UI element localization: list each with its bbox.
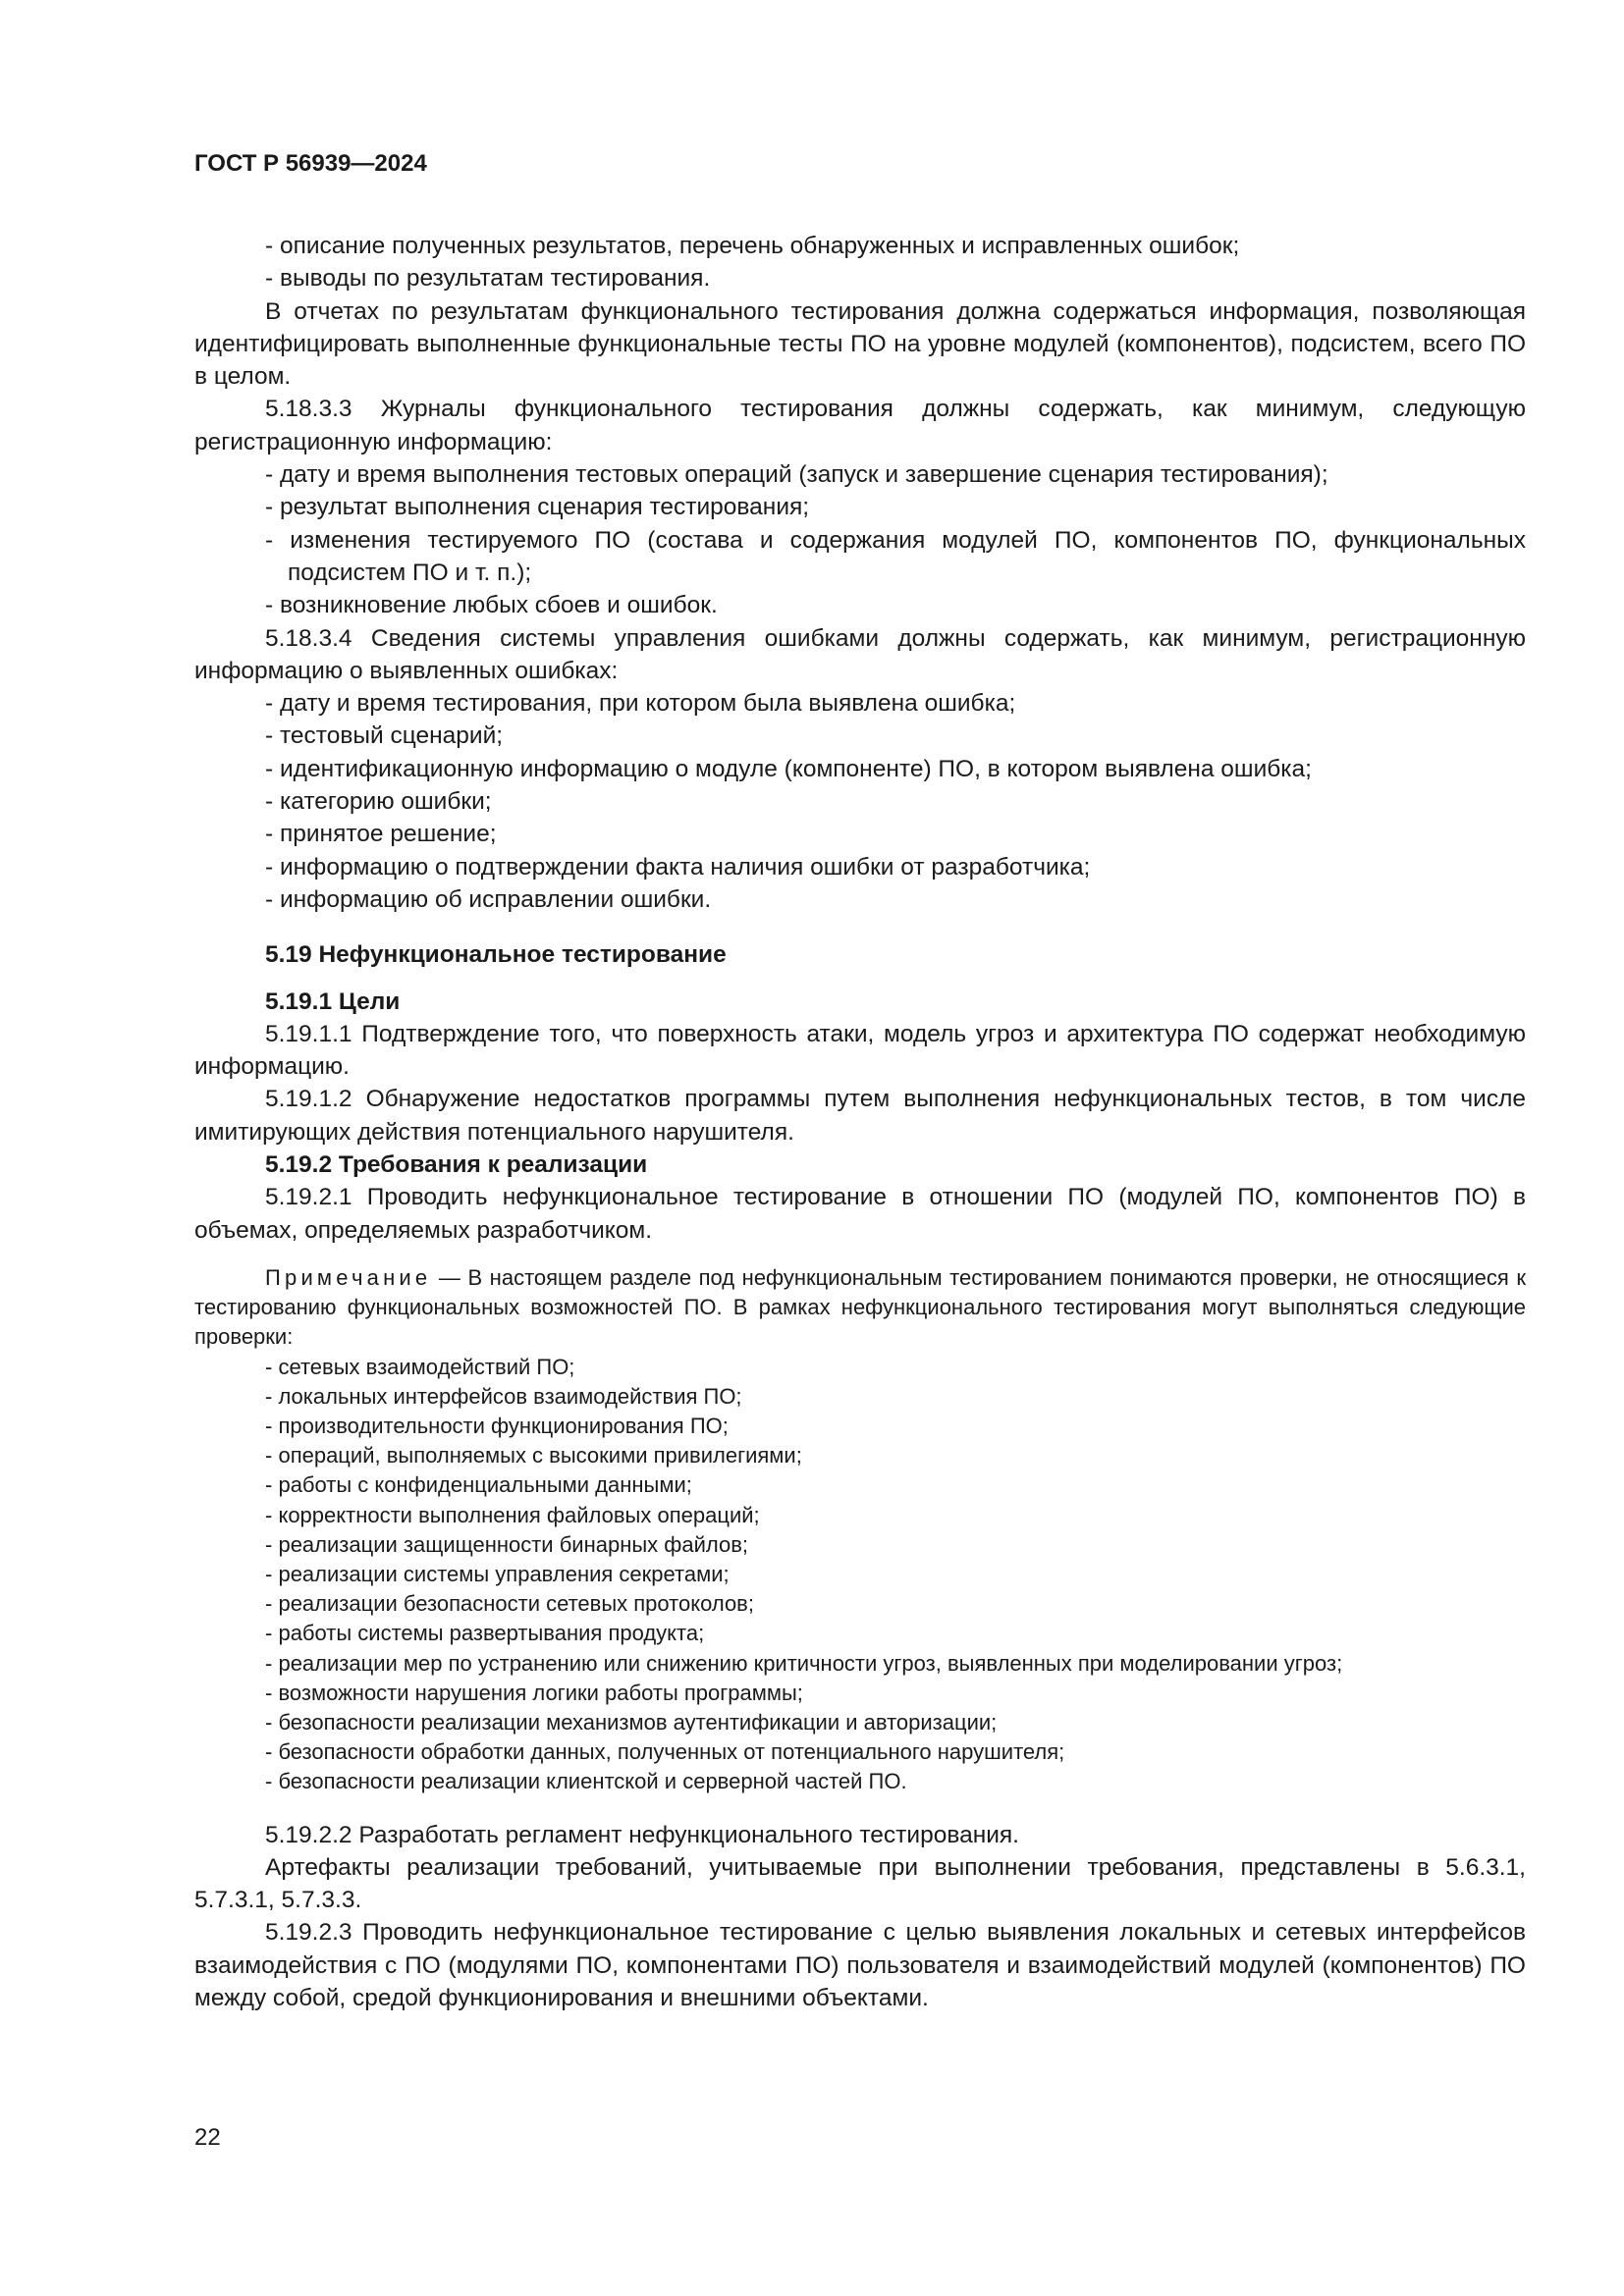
note-list-item: - реализации системы управления секретами; [194, 1560, 1526, 1589]
list-item: - описание полученных результатов, перечень обнаруженных и исправленных ошибок; [194, 230, 1526, 262]
list-item: - дату и время тестирования, при котором была выявлена ошибка; [194, 687, 1526, 720]
note-list-item: - реализации безопасности сетевых протоколов; [194, 1589, 1526, 1619]
list-item: - тестовый сценарий; [194, 720, 1526, 752]
list-item: - выводы по результатам тестирования. [194, 262, 1526, 294]
note-list-item: - производительности функционирования ПО; [194, 1412, 1526, 1441]
subsection-heading-5-19-1: 5.19.1 Цели [265, 988, 401, 1015]
note-list-item: - безопасности обработки данных, полученных от потенциального нарушителя; [194, 1737, 1526, 1767]
note-list-item: - реализации мер по устранению или снижению критичности угроз, выявленных при моделировании угроз; [194, 1649, 1526, 1679]
paragraph-func-reports: В отчетах по результатам функционального тестирования должна содержаться информация, позволяющая идентифицировать выполненные функциональные тесты ПО на уровне модулей (компонентов), подсистем, всего ПО в целом. [194, 297, 1526, 391]
note-list-item: - корректности выполнения файловых операций; [194, 1501, 1526, 1530]
paragraph-5-19-2-1: 5.19.2.1 Проводить нефункциональное тестирование в отношении ПО (модулей ПО, компонентов ПО) в объемах, определяемых разработчиком. [194, 1184, 1526, 1244]
paragraph-5-18-3-4: 5.18.3.4 Сведения системы управления ошибками должны содержать, как минимум, регистрационную информацию о выявленных ошибках: [194, 624, 1526, 684]
list-item: - информацию о подтверждении факта наличия ошибки от разработчика; [194, 851, 1526, 883]
list-item: - дату и время выполнения тестовых операций (запуск и завершение сценария тестирования); [194, 458, 1526, 491]
note-list-item: - операций, выполняемых с высокими привилегиями; [194, 1441, 1526, 1470]
list-item: - идентификационную информацию о модуле (компоненте) ПО, в котором выявлена ошибка; [194, 753, 1526, 785]
note-block [194, 1263, 1526, 1797]
paragraph-5-19-1-2: 5.19.1.2 Обнаружение недостатков программы путем выполнения нефункциональных тестов, в том числе имитирующих действия потенциального нарушителя. [194, 1086, 1526, 1146]
paragraph-5-19-2-3: 5.19.2.3 Проводить нефункциональное тестирование с целью выявления локальных и сетевых интерфейсов взаимодействия с ПО (модулями ПО, компонентами ПО) пользователя и взаимодействий модулей (компонентов) ПО между собой, средой функционирования и внешними объектами. [194, 1919, 1526, 2012]
subsection-heading-5-19-2: 5.19.2 Требования к реализации [265, 1151, 648, 1179]
paragraph-5-19-1-1: 5.19.1.1 Подтверждение того, что поверхность атаки, модель угроз и архитектура ПО содержат необходимую информацию. [194, 1020, 1526, 1081]
note-list-item: - работы с конфиденциальными данными; [194, 1470, 1526, 1500]
list-item: - изменения тестируемого ПО (состава и содержания модулей ПО, компонентов ПО, функциональных подсистем ПО и т. п.); [194, 524, 1526, 590]
paragraph-artifacts: Артефакты реализации требований, учитываемые при выполнении требования, представлены в 5.6.3.1, 5.7.3.1, 5.7.3.3. [194, 1853, 1526, 1914]
list-item: - информацию об исправлении ошибки. [194, 883, 1526, 916]
document-body [194, 230, 1526, 2014]
list-item: - принятое решение; [194, 818, 1526, 850]
note-paragraph [194, 1263, 1526, 1353]
list-item: - результат выполнения сценария тестирования; [194, 491, 1526, 523]
paragraph-5-18-3-3: 5.18.3.3 Журналы функционального тестирования должны содержать, как минимум, следующую регистрационную информацию: [194, 396, 1526, 455]
note-list-item: - возможности нарушения логики работы программы; [194, 1679, 1526, 1708]
note-list-item: - безопасности реализации механизмов аутентификации и авторизации; [194, 1708, 1526, 1737]
document-code-header: ГОСТ Р 56939—2024 [194, 150, 427, 177]
note-list-item: - реализации защищенности бинарных файлов; [194, 1530, 1526, 1560]
note-list-item: - работы системы развертывания продукта; [194, 1619, 1526, 1648]
section-heading-5-19: 5.19 Нефункциональное тестирование [265, 941, 727, 969]
note-list-item: - локальных интерфейсов взаимодействия ПО; [194, 1382, 1526, 1412]
list-item: - категорию ошибки; [194, 785, 1526, 818]
paragraph-5-19-2-2: 5.19.2.2 Разработать регламент нефункционального тестирования. [265, 1821, 1019, 1848]
list-item: - возникновение любых сбоев и ошибок. [194, 589, 1526, 621]
note-text: — В настоящем разделе под нефункциональным тестированием понимаются проверки, не относящиеся к тестированию функциональных возможностей ПО. В рамках нефункционального тестирования могут выполняться следующие проверки: [194, 1264, 1526, 1350]
note-list-item: - безопасности реализации клиентской и серверной частей ПО. [194, 1767, 1526, 1796]
note-list-item: - сетевых взаимодействий ПО; [194, 1353, 1526, 1382]
page-number: 22 [194, 2124, 221, 2151]
note-label: Примечание [265, 1264, 432, 1290]
